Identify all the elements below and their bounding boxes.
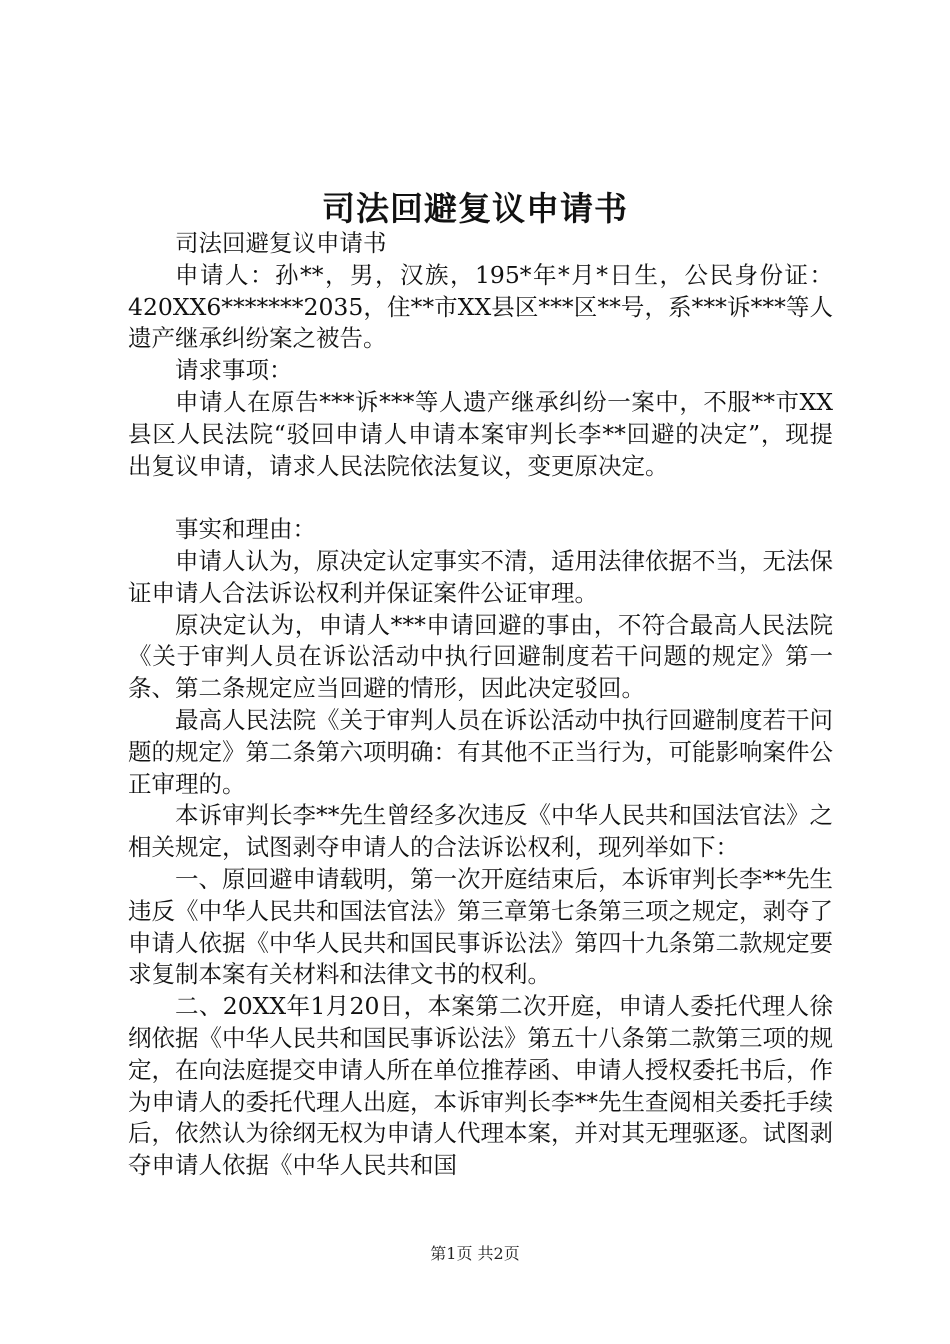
applicant-paragraph: 申请人：孙**，男，汉族，195*年*月*日生，公民身份证：420XX6*******2035，住**市XX县区***区**号，系***诉***等人遗产继承纠纷案之被告。 bbox=[128, 260, 833, 353]
facts-paragraph-3: 最高人民法院《关于审判人员在诉讼活动中执行回避制度若干问题的规定》第二条第六项明确：有其他不正当行为，可能影响案件公正审理的。 bbox=[128, 705, 833, 798]
facts-paragraph-1: 申请人认为，原决定认定事实不清，适用法律依据不当，无法保证申请人合法诉讼权利并保证案件公证审理。 bbox=[128, 546, 833, 607]
facts-item-2: 二、20XX年1月20日，本案第二次开庭，申请人委托代理人徐纲依据《中华人民共和国民事诉讼法》第五十八条第二款第三项的规定，在向法庭提交申请人所在单位推荐函、申请人授权委托书后，作为申请人的委托代理人出庭，本诉审判长李**先生查阅相关委托手续后，依然认为徐纲无权为申请人代理本案，并对其无理驱逐。试图剥夺申请人依据《中华人民共和国 bbox=[128, 992, 833, 1180]
document-title: 司法回避复议申请书 bbox=[322, 189, 628, 228]
subtitle-paragraph: 司法回避复议申请书 bbox=[175, 229, 387, 257]
request-heading: 请求事项： bbox=[175, 356, 293, 385]
facts-item-1: 一、原回避申请载明，第一次开庭结束后，本诉审判长李**先生违反《中华人民共和国法官法》第三章第七条第三项之规定，剥夺了申请人依据《中华人民共和国民事诉讼法》第四十九条第二款规定要求复制本案有关材料和法律文书的权利。 bbox=[128, 864, 833, 989]
facts-paragraph-2: 原决定认为，申请人***申请回避的事由，不符合最高人民法院《关于审判人员在诉讼活动中执行回避制度若干问题的规定》第一条、第二条规定应当回避的情形，因此决定驳回。 bbox=[128, 610, 833, 703]
document-body bbox=[128, 228, 833, 1182]
facts-heading: 事实和理由： bbox=[175, 515, 316, 544]
facts-paragraph-4: 本诉审判长李**先生曾经多次违反《中华人民共和国法官法》之相关规定，试图剥夺申请人的合法诉讼权利，现列举如下： bbox=[128, 801, 833, 862]
page-footer: 第1页 共2页 bbox=[430, 1244, 520, 1263]
request-paragraph: 申请人在原告***诉***等人遗产继承纠纷一案中，不服**市XX县区人民法院“驳回申请人申请本案审判长李**回避的决定”，现提出复议申请，请求人民法院依法复议，变更原决定。 bbox=[128, 387, 833, 480]
